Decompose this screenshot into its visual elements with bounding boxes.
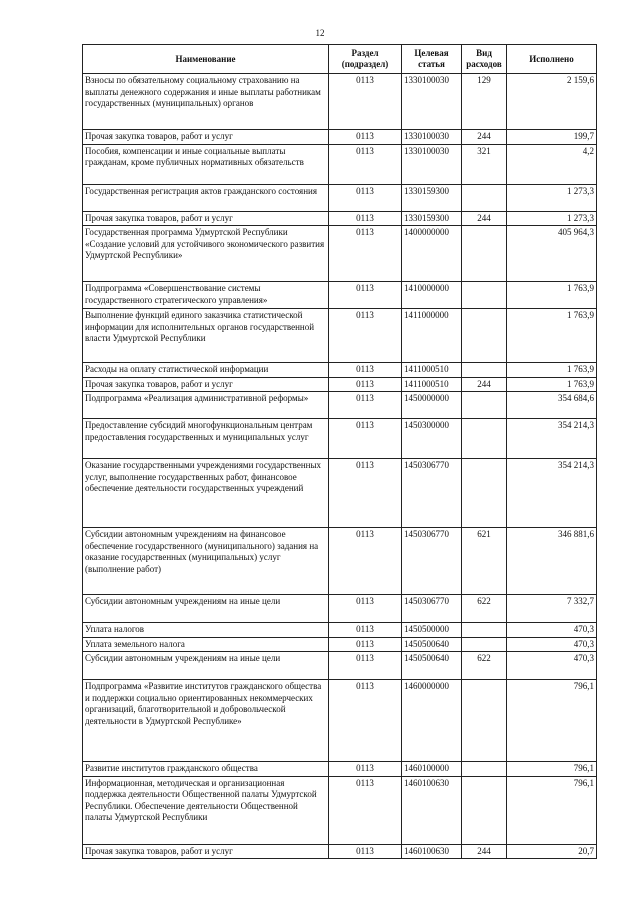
row-section: 0113 — [329, 652, 402, 680]
row-kind — [462, 184, 507, 211]
header-kind: Вид расходов — [462, 45, 507, 74]
row-section: 0113 — [329, 844, 402, 859]
row-section: 0113 — [329, 459, 402, 528]
table-row — [83, 419, 597, 459]
row-target: 1330159300 — [402, 184, 462, 211]
row-section: 0113 — [329, 184, 402, 211]
table-row — [83, 528, 597, 595]
row-target: 1460100630 — [402, 844, 462, 859]
row-done: 470,3 — [507, 637, 597, 652]
row-section: 0113 — [329, 144, 402, 184]
row-done: 405 964,3 — [507, 226, 597, 282]
row-section: 0113 — [329, 363, 402, 378]
row-done: 796,1 — [507, 776, 597, 844]
row-name: Подпрограмма «Реализация административной реформы» — [83, 392, 329, 419]
table-row — [83, 392, 597, 419]
row-name: Пособия, компенсации и иные социальные выплаты гражданам, кроме публичных нормативных обязательств — [83, 144, 329, 184]
table-row — [83, 144, 597, 184]
row-section: 0113 — [329, 309, 402, 363]
row-done: 1 273,3 — [507, 211, 597, 226]
row-name: Субсидии автономным учреждениям на иные цели — [83, 652, 329, 680]
row-name: Прочая закупка товаров, работ и услуг — [83, 130, 329, 145]
row-kind — [462, 623, 507, 638]
row-kind — [462, 226, 507, 282]
row-kind — [462, 419, 507, 459]
row-kind: 622 — [462, 595, 507, 623]
row-section: 0113 — [329, 623, 402, 638]
row-done: 354 214,3 — [507, 459, 597, 528]
row-target: 1460100630 — [402, 776, 462, 844]
row-done: 1 273,3 — [507, 184, 597, 211]
row-name: Прочая закупка товаров, работ и услуг — [83, 377, 329, 392]
row-done: 796,1 — [507, 680, 597, 762]
row-name: Субсидии автономным учреждениям на иные цели — [83, 595, 329, 623]
row-name: Прочая закупка товаров, работ и услуг — [83, 211, 329, 226]
header-done: Исполнено — [507, 45, 597, 74]
row-kind — [462, 776, 507, 844]
row-name: Взносы по обязательному социальному страхованию на выплаты денежного содержания и иные выплаты работникам государственных (муниципальных) органов — [83, 74, 329, 130]
row-target: 1450306770 — [402, 528, 462, 595]
row-done: 2 159,6 — [507, 74, 597, 130]
table-row — [83, 623, 597, 638]
row-kind: 321 — [462, 144, 507, 184]
row-section: 0113 — [329, 776, 402, 844]
row-target: 1330100030 — [402, 144, 462, 184]
row-done: 354 214,3 — [507, 419, 597, 459]
row-kind: 244 — [462, 130, 507, 145]
row-done: 7 332,7 — [507, 595, 597, 623]
header-section: Раздел (подраздел) — [329, 45, 402, 74]
row-kind — [462, 363, 507, 378]
row-name: Развитие институтов гражданского общества — [83, 762, 329, 777]
row-target: 1330100030 — [402, 130, 462, 145]
row-kind — [462, 637, 507, 652]
table-header-row — [83, 45, 597, 74]
table-row — [83, 211, 597, 226]
row-target: 1411000510 — [402, 377, 462, 392]
row-kind — [462, 392, 507, 419]
row-section: 0113 — [329, 762, 402, 777]
row-target: 1450500640 — [402, 652, 462, 680]
table-row — [83, 762, 597, 777]
row-kind: 621 — [462, 528, 507, 595]
row-kind: 244 — [462, 844, 507, 859]
row-done: 470,3 — [507, 652, 597, 680]
row-section: 0113 — [329, 595, 402, 623]
row-name: Прочая закупка товаров, работ и услуг — [83, 844, 329, 859]
row-done: 1 763,9 — [507, 309, 597, 363]
table-row — [83, 459, 597, 528]
table-row — [83, 776, 597, 844]
row-target: 1411000510 — [402, 363, 462, 378]
table-row — [83, 226, 597, 282]
row-done: 199,7 — [507, 130, 597, 145]
row-name: Выполнение функций единого заказчика статистической информации для исполнительных органов государственной власти Удмуртской Республики — [83, 309, 329, 363]
row-name: Оказание государственными учреждениями государственных услуг, выполнение государственных работ, финансовое обеспечение деятельности государственных учреждений — [83, 459, 329, 528]
row-kind — [462, 282, 507, 309]
table-row — [83, 652, 597, 680]
row-target: 1450300000 — [402, 419, 462, 459]
row-name: Подпрограмма «Развитие институтов гражданского общества и поддержки социально ориентированных некоммерческих организаций, благотворительной и добровольческой деятельности в Удмуртской Республике» — [83, 680, 329, 762]
row-kind — [462, 459, 507, 528]
row-name: Предоставление субсидий многофункциональным центрам предоставления государственных и муниципальных услуг — [83, 419, 329, 459]
row-target: 1410000000 — [402, 282, 462, 309]
table-row — [83, 844, 597, 859]
row-done: 4,2 — [507, 144, 597, 184]
row-done: 354 684,6 — [507, 392, 597, 419]
row-target: 1460100000 — [402, 762, 462, 777]
row-kind: 244 — [462, 377, 507, 392]
row-kind: 129 — [462, 74, 507, 130]
row-kind — [462, 680, 507, 762]
row-target: 1450000000 — [402, 392, 462, 419]
row-name: Уплата земельного налога — [83, 637, 329, 652]
row-name: Уплата налогов — [83, 623, 329, 638]
row-section: 0113 — [329, 392, 402, 419]
row-section: 0113 — [329, 282, 402, 309]
row-target: 1330159300 — [402, 211, 462, 226]
row-kind: 622 — [462, 652, 507, 680]
row-target: 1450500640 — [402, 637, 462, 652]
row-section: 0113 — [329, 680, 402, 762]
row-target: 1400000000 — [402, 226, 462, 282]
row-name: Информационная, методическая и организационная поддержка деятельности Общественной палаты Удмуртской Республики. Обеспечение деятельности Общественной палаты Удмуртской Республики — [83, 776, 329, 844]
row-section: 0113 — [329, 419, 402, 459]
row-target: 1411000000 — [402, 309, 462, 363]
row-target: 1450306770 — [402, 459, 462, 528]
row-section: 0113 — [329, 528, 402, 595]
table-row — [83, 130, 597, 145]
budget-table — [82, 44, 597, 859]
row-done: 1 763,9 — [507, 282, 597, 309]
row-target: 1330100030 — [402, 74, 462, 130]
row-section: 0113 — [329, 211, 402, 226]
row-section: 0113 — [329, 74, 402, 130]
table-row — [83, 282, 597, 309]
table-row — [83, 74, 597, 130]
row-name: Государственная регистрация актов гражданского состояния — [83, 184, 329, 211]
row-section: 0113 — [329, 637, 402, 652]
row-done: 346 881,6 — [507, 528, 597, 595]
table-row — [83, 680, 597, 762]
row-kind — [462, 762, 507, 777]
row-section: 0113 — [329, 226, 402, 282]
row-done: 1 763,9 — [507, 363, 597, 378]
table-row — [83, 595, 597, 623]
header-target: Целевая статья — [402, 45, 462, 74]
table-row — [83, 363, 597, 378]
row-name: Подпрограмма «Совершенствование системы государственного стратегического управления» — [83, 282, 329, 309]
table-row — [83, 377, 597, 392]
row-done: 1 763,9 — [507, 377, 597, 392]
header-name: Наименование — [83, 45, 329, 74]
row-section: 0113 — [329, 130, 402, 145]
row-name: Расходы на оплату статистической информации — [83, 363, 329, 378]
row-done: 796,1 — [507, 762, 597, 777]
row-target: 1460000000 — [402, 680, 462, 762]
table-row — [83, 637, 597, 652]
row-done: 20,7 — [507, 844, 597, 859]
row-kind — [462, 309, 507, 363]
table-row — [83, 184, 597, 211]
table-row — [83, 309, 597, 363]
row-section: 0113 — [329, 377, 402, 392]
row-done: 470,3 — [507, 623, 597, 638]
row-name: Субсидии автономным учреждениям на финансовое обеспечение государственного (муниципального) задания на оказание государственных (муниципальных) услуг (выполнение работ) — [83, 528, 329, 595]
row-target: 1450500000 — [402, 623, 462, 638]
row-target: 1450306770 — [402, 595, 462, 623]
row-kind: 244 — [462, 211, 507, 226]
row-name: Государственная программа Удмуртской Республики «Создание условий для устойчивого экономического развития Удмуртской Республики» — [83, 226, 329, 282]
page-number: 12 — [315, 28, 325, 38]
